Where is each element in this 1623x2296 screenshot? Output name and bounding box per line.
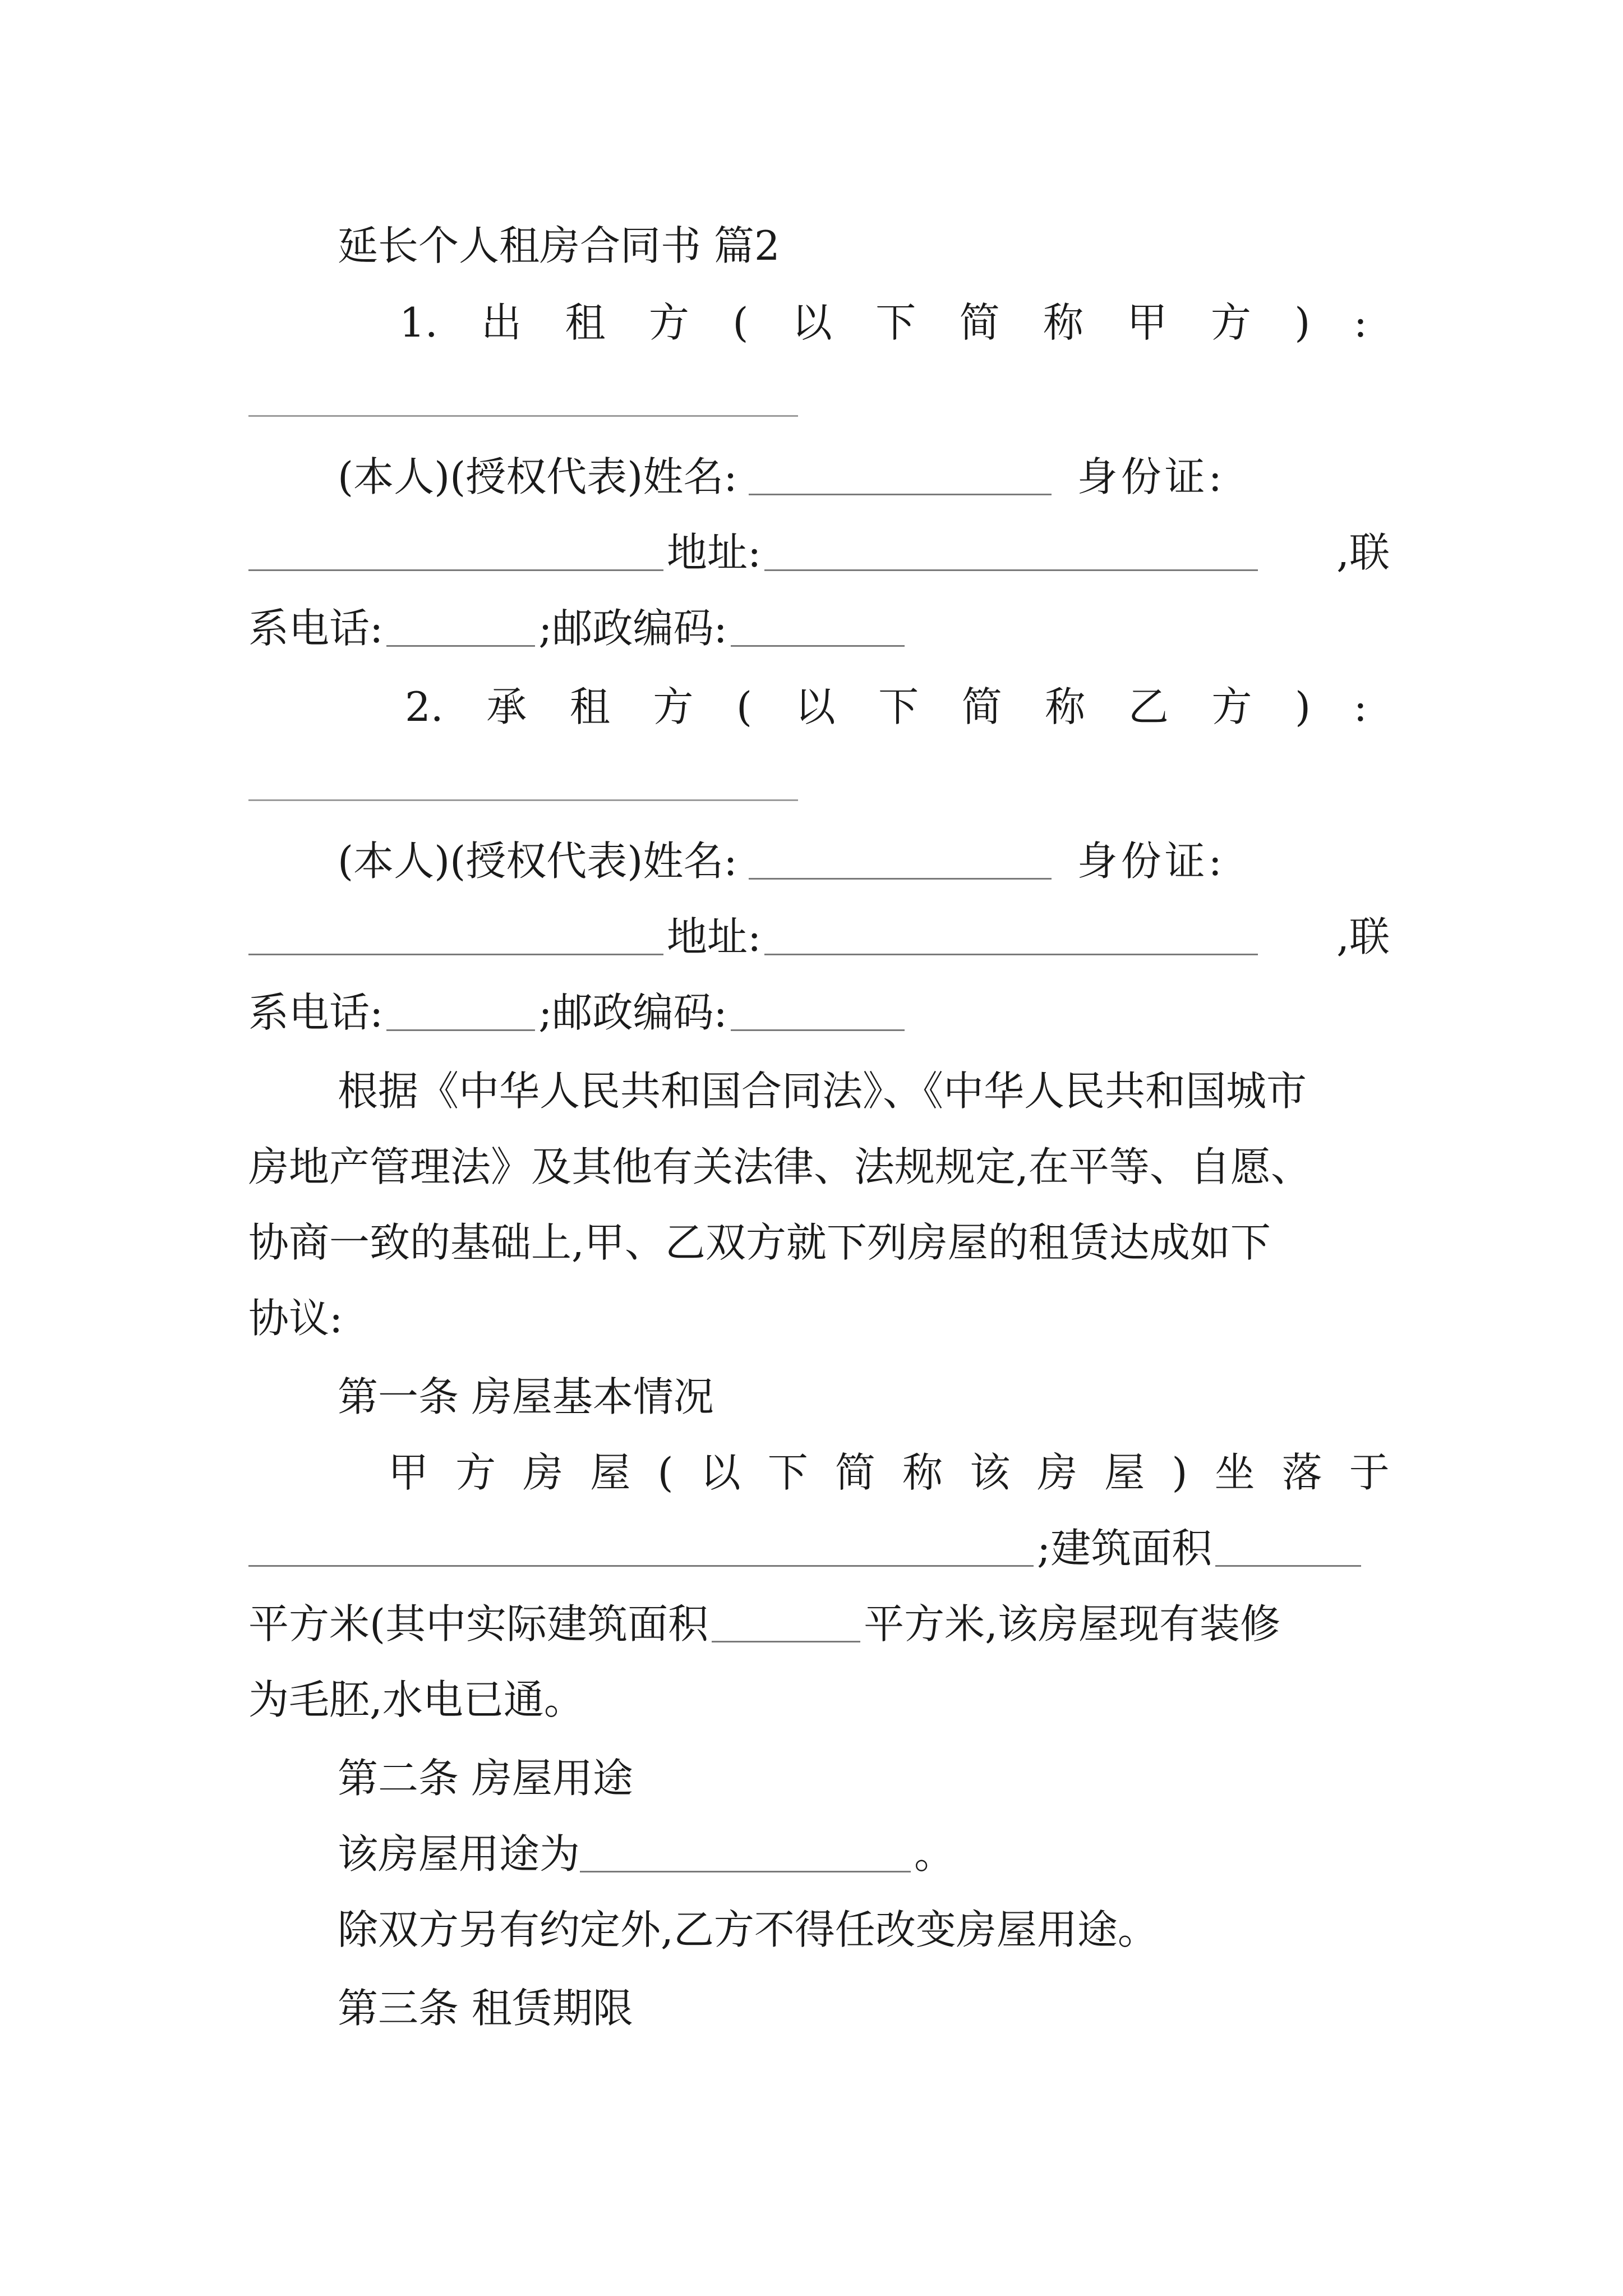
party-b-label-char: 下 <box>878 683 919 730</box>
party-a-label-char: ( <box>732 299 749 346</box>
party-b-label-char: 租 <box>569 683 610 730</box>
party-b-label-char: : <box>1353 683 1367 730</box>
article-1-location-char: 称 <box>902 1449 943 1496</box>
party-b-label-char: 简 <box>961 683 1002 730</box>
party-a-label-char: 下 <box>875 299 916 346</box>
article-1-location-char: 屋 <box>1104 1449 1145 1496</box>
article-1-location-char: 房 <box>523 1449 564 1496</box>
party-b-phone-label: 系电话: <box>248 989 384 1036</box>
party-b-contact-row <box>248 982 1390 1043</box>
article-1-location-char: 落 <box>1281 1449 1322 1496</box>
article-1-location-char: 甲 <box>388 1449 429 1496</box>
party-a-label-char: ) <box>1294 299 1311 346</box>
party-b-label-char: 方 <box>1211 683 1252 730</box>
party-b-label-char: 方 <box>653 683 694 730</box>
party-a-phone-label: 系电话: <box>248 605 384 652</box>
party-a-label-char: 简 <box>959 299 1000 346</box>
party-a-label-char: 甲 <box>1127 299 1168 346</box>
party-b-label <box>405 676 1367 738</box>
article-1-area-label: ;建筑面积 <box>1037 1525 1212 1572</box>
document-heading: 延长个人租房合同书 篇2 <box>338 222 780 269</box>
article-1-actual-area-row <box>248 1593 1390 1655</box>
article-2-use-field <box>580 1836 911 1872</box>
party-b-label-char: ) <box>1294 683 1311 730</box>
article-1-location-char: 该 <box>970 1449 1011 1496</box>
party-a-postcode-field <box>731 610 905 647</box>
party-b-id-label: 身份证: <box>1077 838 1225 885</box>
article-1-location-char: 房 <box>1037 1449 1078 1496</box>
article-1-location-char: ( <box>657 1449 674 1496</box>
party-a-label-char: 租 <box>565 299 606 346</box>
party-a-phone-field <box>386 610 535 647</box>
party-a-name-row <box>338 446 1390 508</box>
party-b-label-char: 2. <box>405 683 444 730</box>
article-1-actual-area-label: 平方米(其中实际建筑面积 <box>248 1600 709 1648</box>
party-a-label-char: 称 <box>1043 299 1084 346</box>
party-a-address-row <box>248 522 1390 583</box>
article-1-area-row <box>248 1517 1390 1579</box>
preamble-line-2: 房地产管理法》及其他有关法律、法规规定,在平等、自愿、 <box>248 1143 1311 1190</box>
party-a-contact-row <box>248 597 1390 659</box>
article-2-use-row <box>338 1823 1390 1885</box>
party-b-phone-field <box>386 995 535 1031</box>
party-a-label-char: 方 <box>648 299 689 346</box>
party-a-address-label: 地址: <box>667 529 762 576</box>
preamble-line-1: 根据《中华人民共和国合同法》、《中华人民共和国城市 <box>338 1068 1307 1115</box>
article-1-title: 第一条 房屋基本情况 <box>338 1373 714 1420</box>
party-b-name-blank <box>248 799 798 801</box>
preamble-line-4: 协议: <box>248 1295 343 1342</box>
party-a-label-char: 以 <box>791 299 832 346</box>
article-1-location-char: 以 <box>700 1449 741 1496</box>
article-1-actual-area-field <box>712 1606 860 1642</box>
party-a-label-char: 方 <box>1210 299 1251 346</box>
party-b-label-char: 称 <box>1045 683 1086 730</box>
article-1-location-char: 屋 <box>590 1449 631 1496</box>
article-1-location-char: 简 <box>834 1449 875 1496</box>
party-b-address-label: 地址: <box>667 913 762 960</box>
party-b-name-row <box>338 830 1390 892</box>
party-a-name-label: (本人)(授权代表)姓名: <box>338 453 737 500</box>
article-1-location-char: 坐 <box>1214 1449 1255 1496</box>
article-1-condition: 为毛胚,水电已通。 <box>248 1676 584 1723</box>
party-b-label-char: 以 <box>795 683 836 730</box>
party-b-name-field <box>749 843 1052 880</box>
party-b-name-label: (本人)(授权代表)姓名: <box>338 838 737 885</box>
article-1-location-char: 下 <box>767 1449 808 1496</box>
party-a-label-char: : <box>1353 299 1367 346</box>
article-1-area-field <box>1215 1530 1361 1567</box>
article-1-location-char: 方 <box>455 1449 496 1496</box>
party-a-label-char: 1. <box>399 299 438 346</box>
article-1-location-char: ) <box>1172 1449 1188 1496</box>
party-a-address-field <box>764 535 1258 571</box>
party-a-label <box>399 292 1367 353</box>
party-a-comma-lian: ,联 <box>1336 529 1390 576</box>
party-b-label-char: 乙 <box>1128 683 1169 730</box>
party-a-id-field <box>248 535 663 571</box>
party-b-label-char: 承 <box>486 683 527 730</box>
party-a-postcode-label: ;邮政编码: <box>538 605 727 652</box>
article-1-location-field <box>248 1530 1034 1567</box>
party-a-id-label: 身份证: <box>1077 453 1225 500</box>
party-b-id-field <box>248 919 663 955</box>
party-b-address-field <box>764 919 1258 955</box>
article-2-restriction: 除双方另有约定外,乙方不得任改变房屋用途。 <box>338 1906 1158 1953</box>
preamble-line-3: 协商一致的基础上,甲、乙双方就下列房屋的租赁达成如下 <box>248 1219 1271 1266</box>
party-a-name-blank <box>248 415 798 417</box>
article-2-use-end: 。 <box>914 1830 955 1878</box>
party-a-name-field <box>749 459 1052 495</box>
article-2-title: 第二条 房屋用途 <box>338 1755 633 1802</box>
party-b-comma-lian: ,联 <box>1336 913 1390 960</box>
article-2-use-label: 该房屋用途为 <box>338 1830 580 1878</box>
party-b-address-row <box>248 906 1390 968</box>
article-1-location-line <box>388 1442 1390 1503</box>
article-1-location-char: 于 <box>1349 1449 1390 1496</box>
party-b-postcode-label: ;邮政编码: <box>538 989 727 1036</box>
party-b-postcode-field <box>731 995 905 1031</box>
party-a-label-char: 出 <box>481 299 522 346</box>
article-3-title: 第三条 租赁期限 <box>338 1985 633 2032</box>
article-1-decoration-text: 平方米,该房屋现有装修 <box>864 1600 1280 1648</box>
party-b-label-char: ( <box>736 683 753 730</box>
